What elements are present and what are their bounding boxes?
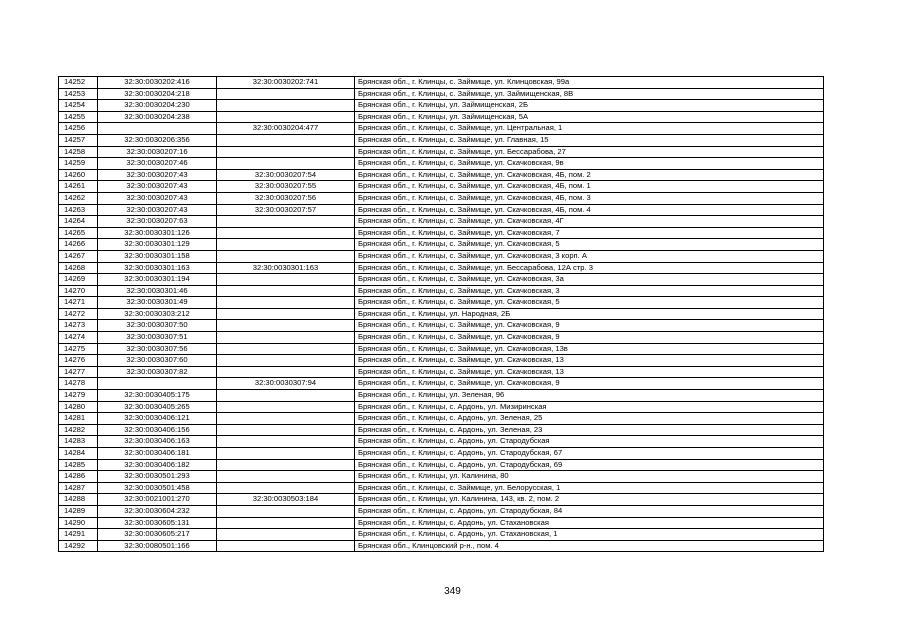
related-cadastral-number-cell [217,366,355,378]
address-cell: Брянская обл., г. Клинцы, с. Займище, ул. Скачковская, 13в [355,343,824,355]
table-row [59,517,824,529]
related-cadastral-number-cell [217,88,355,100]
related-cadastral-number-cell: 32:30:0030301:163 [217,262,355,274]
address-cell: Брянская обл., г. Клинцы, с. Займище, ул. Центральная, 1 [355,123,824,135]
row-number-cell: 14281 [59,413,98,425]
row-number-cell: 14256 [59,123,98,135]
related-cadastral-number-cell [217,100,355,112]
cadastral-number-cell: 32:30:0030207:46 [98,158,217,170]
address-cell: Брянская обл., г. Клинцы, с. Займище, ул. Займищенская, 8В [355,88,824,100]
related-cadastral-number-cell [217,436,355,448]
cadastral-number-cell: 32:30:0030301:163 [98,262,217,274]
cadastral-number-cell: 32:30:0030405:175 [98,390,217,402]
address-cell: Брянская обл., г. Клинцы, с. Займище, ул. Скачковская, 3а [355,274,824,286]
row-number-cell: 14262 [59,192,98,204]
table-row [59,88,824,100]
cadastral-number-cell: 32:30:0030301:46 [98,285,217,297]
address-cell: Брянская обл., г. Клинцы, с. Ардонь, ул. Стахановская [355,517,824,529]
cadastral-number-cell [98,378,217,390]
row-number-cell: 14269 [59,274,98,286]
registry-table-body [59,77,824,552]
related-cadastral-number-cell [217,134,355,146]
related-cadastral-number-cell [217,216,355,228]
related-cadastral-number-cell [217,459,355,471]
table-row [59,204,824,216]
table-row [59,366,824,378]
cadastral-number-cell: 32:30:0030301:194 [98,274,217,286]
row-number-cell: 14257 [59,134,98,146]
related-cadastral-number-cell [217,274,355,286]
table-row [59,332,824,344]
address-cell: Брянская обл., г. Клинцы, ул. Калинина, 143, кв. 2, пом. 2 [355,494,824,506]
cadastral-number-cell: 32:30:0030307:82 [98,366,217,378]
address-cell: Брянская обл., г. Клинцы, с. Займище, ул. Скачковская, 9 [355,320,824,332]
address-cell: Брянская обл., г. Клинцы, с. Ардонь, ул. Стародубская, 84 [355,505,824,517]
cadastral-number-cell: 32:30:0030303:212 [98,308,217,320]
table-row [59,343,824,355]
table-row [59,262,824,274]
cadastral-number-cell: 32:30:0030604:232 [98,505,217,517]
address-cell: Брянская обл., г. Клинцы, с. Займище, ул. Скачковская, 4Б, пом. 4 [355,204,824,216]
row-number-cell: 14278 [59,378,98,390]
row-number-cell: 14280 [59,401,98,413]
address-cell: Брянская обл., г. Клинцы, ул. Займищенская, 5А [355,111,824,123]
row-number-cell: 14282 [59,424,98,436]
related-cadastral-number-cell: 32:30:0030207:57 [217,204,355,216]
cadastral-number-cell: 32:30:0030406:121 [98,413,217,425]
address-cell: Брянская обл., г. Клинцы, с. Займище, ул. Скачковская, 9 [355,378,824,390]
related-cadastral-number-cell [217,146,355,158]
cadastral-number-cell: 32:30:0030204:238 [98,111,217,123]
cadastral-number-cell: 32:30:0030406:163 [98,436,217,448]
table-row [59,158,824,170]
cadastral-number-cell: 32:30:0030207:43 [98,169,217,181]
related-cadastral-number-cell: 32:30:0030204:477 [217,123,355,135]
table-row [59,378,824,390]
row-number-cell: 14271 [59,297,98,309]
address-cell: Брянская обл., г. Клинцы, с. Ардонь, ул. Зеленая, 23 [355,424,824,436]
cadastral-number-cell: 32:30:0030207:43 [98,204,217,216]
row-number-cell: 14254 [59,100,98,112]
row-number-cell: 14273 [59,320,98,332]
address-cell: Брянская обл., г. Клинцы, с. Займище, ул. Скачковская, 13 [355,366,824,378]
cadastral-number-cell: 32:30:0080501:166 [98,540,217,552]
related-cadastral-number-cell [217,158,355,170]
address-cell: Брянская обл., г. Клинцы, с. Займище, ул. Скачковская, 5 [355,297,824,309]
row-number-cell: 14265 [59,227,98,239]
cadastral-number-cell: 32:30:0030301:49 [98,297,217,309]
address-cell: Брянская обл., г. Клинцы, с. Займище, ул. Скачковская, 9в [355,158,824,170]
address-cell: Брянская обл., г. Клинцы, с. Займище, ул. Скачковская, 9 [355,332,824,344]
table-row [59,227,824,239]
address-cell: Брянская обл., г. Клинцы, с. Займище, ул. Скачковская, 5 [355,239,824,251]
table-row [59,111,824,123]
row-number-cell: 14258 [59,146,98,158]
row-number-cell: 14284 [59,448,98,460]
related-cadastral-number-cell [217,297,355,309]
related-cadastral-number-cell [217,308,355,320]
cadastral-number-cell: 32:30:0030307:56 [98,343,217,355]
row-number-cell: 14286 [59,471,98,483]
related-cadastral-number-cell: 32:30:0030202:741 [217,77,355,89]
cadastral-number-cell: 32:30:0030207:63 [98,216,217,228]
table-row [59,250,824,262]
cadastral-number-cell: 32:30:0030307:60 [98,355,217,367]
cadastral-number-cell: 32:30:0030307:50 [98,320,217,332]
cadastral-number-cell: 32:30:0030501:293 [98,471,217,483]
related-cadastral-number-cell [217,111,355,123]
row-number-cell: 14264 [59,216,98,228]
address-cell: Брянская обл., г. Клинцы, с. Ардонь, ул. Стародубская, 69 [355,459,824,471]
cadastral-number-cell: 32:30:0021001:270 [98,494,217,506]
row-number-cell: 14288 [59,494,98,506]
table-row [59,436,824,448]
address-cell: Брянская обл., г. Клинцы, с. Займище, ул. Бессарабова, 12А стр. 3 [355,262,824,274]
table-row [59,355,824,367]
address-cell: Брянская обл., г. Клинцы, с. Ардонь, ул. Стародубская, 67 [355,448,824,460]
cadastral-number-cell: 32:30:0030406:182 [98,459,217,471]
cadastral-number-cell: 32:30:0030301:126 [98,227,217,239]
related-cadastral-number-cell [217,332,355,344]
related-cadastral-number-cell [217,320,355,332]
row-number-cell: 14291 [59,529,98,541]
address-cell: Брянская обл., г. Клинцы, с. Ардонь, ул. Стахановская, 1 [355,529,824,541]
related-cadastral-number-cell [217,540,355,552]
address-cell: Брянская обл., г. Клинцы, с. Займище, ул. Скачковская, 7 [355,227,824,239]
page-number: 349 [444,586,461,597]
table-row [59,239,824,251]
related-cadastral-number-cell: 32:30:0030207:56 [217,192,355,204]
related-cadastral-number-cell [217,250,355,262]
table-row [59,181,824,193]
related-cadastral-number-cell [217,239,355,251]
address-cell: Брянская обл., г. Клинцы, с. Ардонь, ул. Зеленая, 25 [355,413,824,425]
table-row [59,169,824,181]
table-row [59,413,824,425]
cadastral-number-cell: 32:30:0030307:51 [98,332,217,344]
table-row [59,494,824,506]
row-number-cell: 14272 [59,308,98,320]
address-cell: Брянская обл., Клинцовский р-н., пом. 4 [355,540,824,552]
related-cadastral-number-cell [217,517,355,529]
cadastral-number-cell: 32:30:0030501:458 [98,482,217,494]
related-cadastral-number-cell [217,355,355,367]
cadastral-number-cell: 32:30:0030301:129 [98,239,217,251]
table-row [59,401,824,413]
address-cell: Брянская обл., г. Клинцы, ул. Народная, 2Б [355,308,824,320]
row-number-cell: 14259 [59,158,98,170]
registry-table [58,76,824,552]
related-cadastral-number-cell [217,505,355,517]
related-cadastral-number-cell [217,401,355,413]
row-number-cell: 14266 [59,239,98,251]
cadastral-number-cell: 32:30:0030204:230 [98,100,217,112]
table-row [59,448,824,460]
row-number-cell: 14261 [59,181,98,193]
address-cell: Брянская обл., г. Клинцы, с. Займище, ул. Скачковская, 3 корп. А [355,250,824,262]
table-row [59,123,824,135]
row-number-cell: 14267 [59,250,98,262]
table-row [59,146,824,158]
address-cell: Брянская обл., г. Клинцы, с. Ардонь, ул. Мизиринская [355,401,824,413]
table-row [59,482,824,494]
cadastral-number-cell: 32:30:0030605:131 [98,517,217,529]
address-cell: Брянская обл., г. Клинцы, с. Займище, ул. Скачковская, 3 [355,285,824,297]
address-cell: Брянская обл., г. Клинцы, с. Займище, ул. Главная, 15 [355,134,824,146]
address-cell: Брянская обл., г. Клинцы, ул. Зеленая, 96 [355,390,824,402]
table-row [59,308,824,320]
row-number-cell: 14279 [59,390,98,402]
address-cell: Брянская обл., г. Клинцы, с. Займище, ул. Скачковская, 4Г [355,216,824,228]
related-cadastral-number-cell: 32:30:0030307:94 [217,378,355,390]
cadastral-number-cell: 32:30:0030605:217 [98,529,217,541]
table-row [59,320,824,332]
cadastral-number-cell: 32:30:0030207:16 [98,146,217,158]
table-row [59,505,824,517]
related-cadastral-number-cell [217,413,355,425]
address-cell: Брянская обл., г. Клинцы, с. Займище, ул. Скачковская, 4Б, пом. 2 [355,169,824,181]
address-cell: Брянская обл., г. Клинцы, ул. Займищенская, 2Б [355,100,824,112]
related-cadastral-number-cell: 32:30:0030503:184 [217,494,355,506]
cadastral-number-cell: 32:30:0030207:43 [98,181,217,193]
row-number-cell: 14283 [59,436,98,448]
cadastral-number-cell: 32:30:0030301:158 [98,250,217,262]
row-number-cell: 14270 [59,285,98,297]
row-number-cell: 14255 [59,111,98,123]
cadastral-number-cell: 32:30:0030206:356 [98,134,217,146]
address-cell: Брянская обл., г. Клинцы, с. Займище, ул. Клинцовская, 99а [355,77,824,89]
address-cell: Брянская обл., г. Клинцы, с. Займище, ул. Скачковская, 4Б, пом. 3 [355,192,824,204]
row-number-cell: 14290 [59,517,98,529]
cadastral-number-cell: 32:30:0030406:181 [98,448,217,460]
cadastral-number-cell: 32:30:0030207:43 [98,192,217,204]
table-row [59,471,824,483]
row-number-cell: 14275 [59,343,98,355]
related-cadastral-number-cell: 32:30:0030207:54 [217,169,355,181]
row-number-cell: 14268 [59,262,98,274]
address-cell: Брянская обл., г. Клинцы, с. Займище, ул. Бессарабова, 27 [355,146,824,158]
related-cadastral-number-cell [217,424,355,436]
table-row [59,459,824,471]
table-row [59,216,824,228]
related-cadastral-number-cell [217,482,355,494]
table-row [59,297,824,309]
table-row [59,424,824,436]
table-row [59,390,824,402]
row-number-cell: 14287 [59,482,98,494]
related-cadastral-number-cell: 32:30:0030207:55 [217,181,355,193]
cadastral-number-cell: 32:30:0030202:416 [98,77,217,89]
row-number-cell: 14260 [59,169,98,181]
table-row [59,529,824,541]
table-row [59,134,824,146]
related-cadastral-number-cell [217,471,355,483]
address-cell: Брянская обл., г. Клинцы, с. Займище, ул. Скачковская, 4Б, пом. 1 [355,181,824,193]
row-number-cell: 14292 [59,540,98,552]
row-number-cell: 14277 [59,366,98,378]
table-row [59,100,824,112]
table-row [59,274,824,286]
table-row [59,192,824,204]
address-cell: Брянская обл., г. Клинцы, с. Займище, ул. Белорусская, 1 [355,482,824,494]
related-cadastral-number-cell [217,285,355,297]
address-cell: Брянская обл., г. Клинцы, с. Займище, ул. Скачковская, 13 [355,355,824,367]
address-cell: Брянская обл., г. Клинцы, с. Ардонь, ул. Стародубская [355,436,824,448]
row-number-cell: 14276 [59,355,98,367]
row-number-cell: 14263 [59,204,98,216]
cadastral-number-cell [98,123,217,135]
related-cadastral-number-cell [217,390,355,402]
related-cadastral-number-cell [217,529,355,541]
row-number-cell: 14253 [59,88,98,100]
row-number-cell: 14252 [59,77,98,89]
related-cadastral-number-cell [217,343,355,355]
cadastral-number-cell: 32:30:0030406:156 [98,424,217,436]
cadastral-number-cell: 32:30:0030405:265 [98,401,217,413]
table-row [59,77,824,89]
row-number-cell: 14289 [59,505,98,517]
row-number-cell: 14285 [59,459,98,471]
table-row [59,540,824,552]
related-cadastral-number-cell [217,227,355,239]
cadastral-number-cell: 32:30:0030204:218 [98,88,217,100]
row-number-cell: 14274 [59,332,98,344]
table-row [59,285,824,297]
address-cell: Брянская обл., г. Клинцы, ул. Калинина, 80 [355,471,824,483]
related-cadastral-number-cell [217,448,355,460]
